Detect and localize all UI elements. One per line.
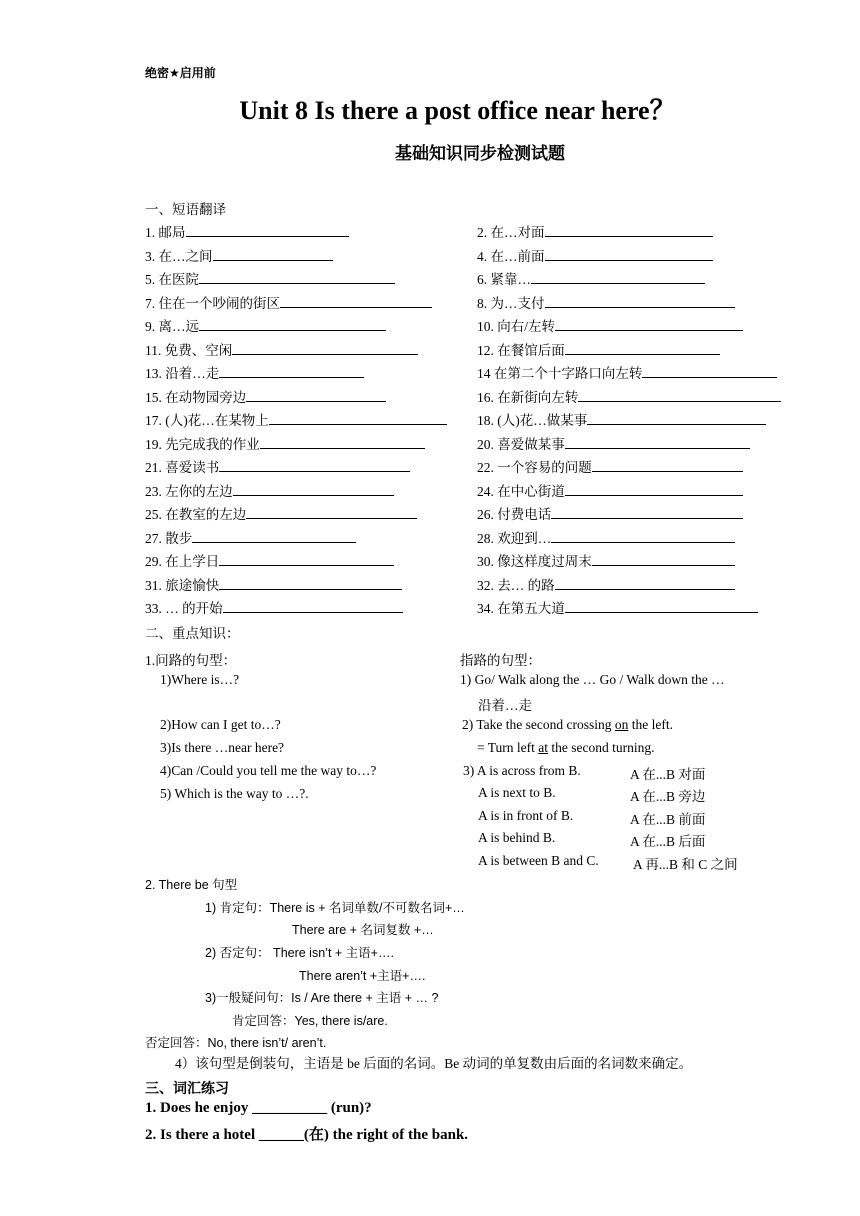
answer-blank[interactable] [260,436,425,449]
section2-heading: 二、重点知识： [145,626,240,641]
there-be-line: 肯定回答：Yes, there is/are. [232,1014,388,1028]
there-be-line: There are + 名词复数 +… [292,923,434,937]
there-be-note: 4）该句型是倒装句，主语是 be 后面的名词。Be 动词的单复数由后面的名词数来确定。 [175,1056,693,1071]
phrase-item [477,362,777,382]
answer-blank[interactable] [192,530,356,543]
answer-blank[interactable] [555,318,743,331]
answer-blank[interactable] [578,389,781,402]
phrase-item [477,315,743,335]
answer-blank[interactable] [565,342,720,355]
answer-blank[interactable] [223,600,403,613]
phrase-text: 19. 先完成我的作业 [145,437,260,452]
answer-blank[interactable] [565,483,743,496]
phrase-text: 13. 沿着…走 [145,366,220,381]
ask-item: 3)Is there …near here? [160,740,285,755]
phrase-item [145,245,333,265]
phrase-text: 32. 去… 的路 [477,578,555,593]
phrase-text: 20. 喜爱做某事 [477,437,565,452]
phrase-text: 2. 在…对面 [477,225,545,240]
phrase-item [145,456,410,476]
guide-item: 2) Take the second crossing on the left. [462,717,673,732]
answer-blank[interactable] [213,248,334,261]
phrase-text: 3. 在…之间 [145,249,213,264]
phrase-item [477,456,743,476]
there-be-line: 2) 否定句： There isn’t + 主语+…. [205,946,394,960]
phrase-text: 30. 像这样度过周末 [477,554,592,569]
page-title: Unit 8 Is there a post office near here？ [239,96,676,125]
answer-blank[interactable] [592,553,735,566]
phrase-text: 28. 欢迎到… [477,531,552,546]
phrase-text: 21. 喜爱读书 [145,460,220,475]
preposition-cn: A 在...B 旁边 [630,789,706,804]
ask-item: 2)How can I get to…? [160,717,281,732]
preposition-en: A is next to B. [478,785,556,800]
phrase-item [145,503,417,523]
phrase-item [145,574,402,594]
phrase-text: 14 在第二个十字路口向左转 [477,366,643,381]
page-subtitle: 基础知识同步检测试题 [395,144,565,163]
phrase-item [477,268,705,288]
guide-item: = Turn left at the second turning. [477,740,655,755]
phrase-item [145,550,394,570]
phrase-item [477,221,713,241]
answer-blank[interactable] [219,365,364,378]
answer-blank[interactable] [280,295,432,308]
phrase-text: 10. 向右/左转 [477,319,556,334]
phrase-item [477,550,735,570]
there-be-line: 3)一般疑问句：Is / Are there + 主语 + … ? [205,991,439,1005]
phrase-text: 33. … 的开始 [145,601,223,616]
answer-blank[interactable] [219,553,394,566]
phrase-item [145,221,349,241]
phrase-item [145,268,395,288]
exercise-question: 2. Is there a hotel ______(在) the right of the bank. [145,1127,469,1143]
preposition-en: A is in front of B. [478,808,574,823]
phrase-text: 7. 住在一个吵闹的街区 [145,296,280,311]
section1-heading: 一、短语翻译 [145,202,226,217]
there-be-line: There aren’t +主语+…. [299,969,426,983]
answer-blank[interactable] [269,412,447,425]
ask-item: 4)Can /Could you tell me the way to…? [160,763,377,778]
phrase-text: 8. 为…支付 [477,296,545,311]
answer-blank[interactable] [587,412,766,425]
answer-blank[interactable] [565,436,750,449]
answer-blank[interactable] [219,577,402,590]
answer-blank[interactable] [565,600,758,613]
answer-blank[interactable] [642,365,777,378]
section3-heading: 三、词汇练习 [145,1080,229,1096]
phrase-text: 34. 在第五大道 [477,601,565,616]
phrase-text: 22. 一个容易的问题 [477,460,592,475]
answer-blank[interactable] [233,483,394,496]
phrase-text: 1. 邮局 [145,225,186,240]
phrase-text: 23. 左你的左边 [145,484,233,499]
confidential-label: 绝密★启用前 [145,66,216,80]
answer-blank[interactable] [555,577,735,590]
preposition-en: A is between B and C. [478,853,599,868]
phrase-text: 26. 付费电话 [477,507,552,522]
answer-blank[interactable] [246,389,386,402]
phrase-item [477,339,720,359]
phrase-text: 17. (人)花…在某物上 [145,413,269,428]
ask-item: 1)Where is…? [160,672,240,687]
phrase-item [145,339,418,359]
phrase-text: 11. 免费、空闲 [145,343,233,358]
phrase-item [145,597,403,617]
phrase-item [145,409,447,429]
answer-blank[interactable] [186,224,350,237]
phrase-text: 6. 紧靠… [477,272,531,287]
phrase-text: 25. 在教室的左边 [145,507,247,522]
preposition-cn: A 在...B 对面 [630,767,706,782]
phrase-text: 12. 在餐馆后面 [477,343,565,358]
phrase-item [145,480,394,500]
answer-blank[interactable] [199,271,395,284]
answer-blank[interactable] [551,506,743,519]
phrase-item [145,315,386,335]
phrase-item [145,386,386,406]
phrase-item [145,292,432,312]
preposition-en: 3) A is across from B. [463,763,581,778]
phrase-item [145,362,364,382]
phrase-text: 4. 在…前面 [477,249,545,264]
preposition-cn: A 再...B 和 C 之间 [633,857,738,872]
phrase-item [477,409,766,429]
phrase-item [145,527,356,547]
phrase-text: 29. 在上学日 [145,554,220,569]
phrase-item [477,386,781,406]
answer-blank[interactable] [545,248,714,261]
phrase-item [477,433,750,453]
phrase-text: 31. 旅途愉快 [145,578,220,593]
preposition-en: A is behind B. [478,830,556,845]
answer-blank[interactable] [246,506,417,519]
phrase-text: 27. 散步 [145,531,193,546]
phrase-text: 24. 在中心街道 [477,484,565,499]
phrase-item [477,503,743,523]
there-be-line: 否定回答：No, there isn’t/ aren’t. [145,1036,327,1050]
phrase-item [477,480,743,500]
phrase-item [477,574,735,594]
phrase-text: 5. 在医院 [145,272,199,287]
phrase-text: 15. 在动物园旁边 [145,390,247,405]
there-be-line: 1) 肯定句：There is + 名词单数/不可数名词+… [205,901,465,915]
answer-blank[interactable] [545,295,736,308]
phrase-text: 18. (人)花…做某事 [477,413,588,428]
answer-blank[interactable] [592,459,743,472]
guide-way-title: 指路的句型： [460,653,541,668]
phrase-item [477,292,735,312]
answer-blank[interactable] [551,530,735,543]
ask-item: 5) Which is the way to …?. [160,786,309,801]
phrase-item [477,527,735,547]
answer-blank[interactable] [219,459,410,472]
phrase-text: 9. 离…远 [145,319,199,334]
preposition-cn: A 在...B 前面 [630,812,706,827]
answer-blank[interactable] [232,342,418,355]
phrase-item [477,245,713,265]
phrase-item [477,597,758,617]
answer-blank[interactable] [531,271,705,284]
guide-item: 1) Go/ Walk along the … Go / Walk down the … [460,672,725,687]
ask-way-title: 1.问路的句型： [145,653,237,668]
phrase-item [145,433,425,453]
there-be-title: 2. There be 句型 [145,878,238,892]
answer-blank[interactable] [545,224,714,237]
preposition-cn: A 在...B 后面 [630,834,706,849]
answer-blank[interactable] [199,318,386,331]
guide-item-cn: 沿着…走 [478,698,532,713]
phrase-text: 16. 在新街向左转 [477,390,579,405]
exercise-question: 1. Does he enjoy __________ (run)? [145,1100,372,1116]
